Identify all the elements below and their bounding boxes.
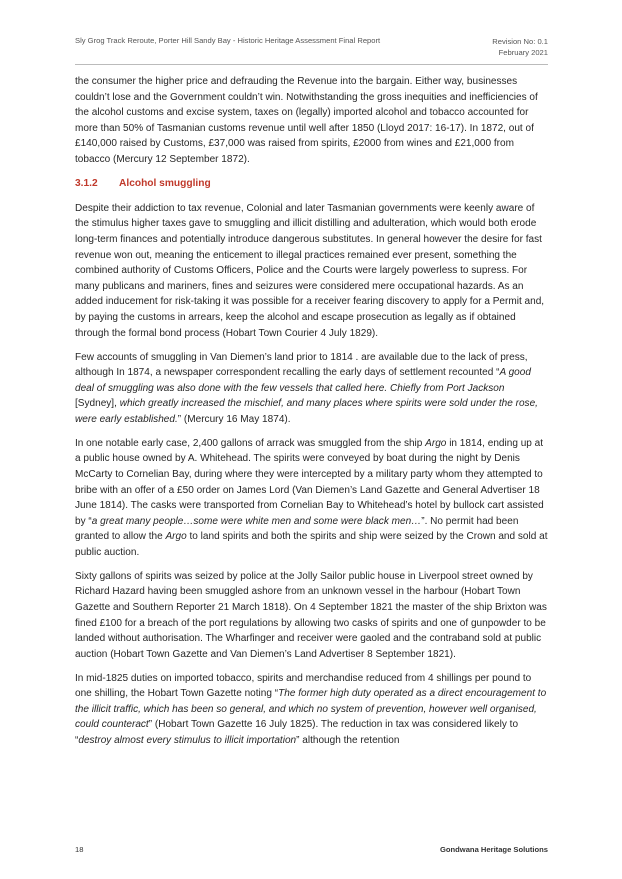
p3-text-g: to land spirits and both the spirits and ship were seized by the Crown and sold at public auction. — [75, 531, 548, 558]
revision-number: Revision No: 0.1 — [492, 37, 548, 46]
header-divider — [75, 64, 548, 65]
p5-quote-a: The former high duty operated as a direct encouragement to the illicit traffic, which has been so general, and which no system of prevention, however well organised, could counteract — [75, 688, 547, 731]
section-number: 3.1.2 — [75, 177, 98, 189]
p5-text-a: In mid-1825 duties on imported tobacco, spirits and merchandise reduced from 4 shillings per pound to one shilling, the Hobart Town Gazette noting “ — [75, 672, 532, 700]
p5-text-c: ” (Hobart Town Gazette 16 July 1825). The reduction in tax was considered likely to “ — [75, 719, 519, 747]
p2-text-c: [Sydney], — [75, 398, 120, 410]
p3-ship-name: Argo — [425, 437, 447, 449]
revision-block — [492, 36, 548, 58]
p5-quote-b: destroy almost every stimulus to illicit importation — [78, 735, 297, 747]
paragraph-2 — [75, 350, 548, 428]
paragraph-3 — [75, 436, 548, 561]
revision-date: February 2021 — [498, 48, 548, 57]
p2-quote-b: which greatly increased the mischief, and many places where spirits were sold under the rose, were early established. — [75, 398, 538, 425]
p3-text-a: In one notable early case, 2,400 gallons of arrack was smuggled from the ship — [75, 437, 426, 449]
report-title: Sly Grog Track Reroute, Porter Hill Sandy Bay - Historic Heritage Assessment Final Report — [75, 36, 381, 45]
section-heading — [75, 176, 548, 191]
company-name: Gondwana Heritage Solutions — [439, 845, 548, 854]
paragraph-4: Sixty gallons of spirits was seized by police at the Jolly Sailor public house in Liverpool street owned by Richard Hazard having been smuggled ashore from an unknown vessel in the harbour (Hobart Town Gazette and Southern Reporter 21 March 1818). On 4 September 1821 the master of the ship Brixton was fined £100 for a breach of the port regulations by allowing two casks of spirits and one of gunpowder to be landed without authorisation. The Wharfinger and receiver were gaoled and the contraband sold at public auction (Hobart Town Gazette and Van Diemen’s Land Advertiser 8 September 1821). — [75, 570, 547, 660]
paragraph-5 — [75, 671, 548, 749]
p3-ship-name-2: Argo — [165, 531, 187, 543]
paragraph-1: Despite their addiction to tax revenue, Colonial and later Tasmanian governments were keenly aware of the stimulus higher taxes gave to smuggling and illicit distilling and adulteration, which would both erode long-term finances and potentially introduce dangerous substitutes. In general however the desire for fast revenue won out, meaning the enticement to illegal practices remained ever present, something the combined authority of Customs Officers, Police and the Courts were largely powerless to supress. For many publicans and mariners, fines and seizures were considered mere occupational hazards. As an added inducement for risk-taking it was possible for a receiver fearing discovery to apply for a Permit and, by paying the customs in arrears, keep the alcohol and escape prosecution as legally as if obtained through the formal bond process (Hobart Town Courier 4 July 1829). — [75, 202, 545, 339]
body-text — [75, 74, 548, 757]
p2-text-a: Few accounts of smuggling in Van Diemen’s land prior to 1814 . are available due to the lack of press, although In 1874, a newspaper correspondent recalling the early days of settlement recounted “ — [75, 351, 528, 379]
p3-text-e: ”. No permit had been granted to allow the — [75, 515, 519, 543]
p5-text-e: ” although the retention — [296, 735, 400, 747]
page-number: 18 — [75, 845, 84, 854]
p3-text-c: in 1814, ending up at a public house owned by A. Whitehead. The spirits were conveyed by boat during the night by Denis McCarty to Cornelian Bay, during where they were intercepted by a military party whom they attempted to bribe with an offer of a £50 order on James Lord (Van Diemen’s Land Gazette and General Advertiser 18 June 1814). The casks were transported from Cornelian Bay to Whitehead’s hotel by bullock cart assisted by “ — [75, 437, 544, 527]
p2-text-e: ” (Mercury 16 May 1874). — [177, 413, 291, 425]
section-title: Alcohol smuggling — [119, 177, 211, 189]
p3-quote: a great many people…some were white men and some were black men… — [91, 515, 422, 527]
intro-paragraph: the consumer the higher price and defrauding the Revenue into the bargain. Either way, businesses couldn’t lose and the Government couldn’t win. Notwithstanding the gross inequities and inefficiencies of the alcohol customs and excise system, taxes on (legally) imported alcohol and tobacco accounted for more than 50% of Tasmanian customs revenue until well after 1850 (Lloyd 2017: 16-17). In 1872, out of £140,000 raised by Customs, £37,000 was raised from spirits, £2000 from wines and £21,000 from tobacco (Mercury 12 September 1872). — [75, 76, 538, 165]
p2-quote-a: A good deal of smuggling was also done with the few vessels that called here. Chiefly from Port Jackson — [75, 367, 531, 394]
